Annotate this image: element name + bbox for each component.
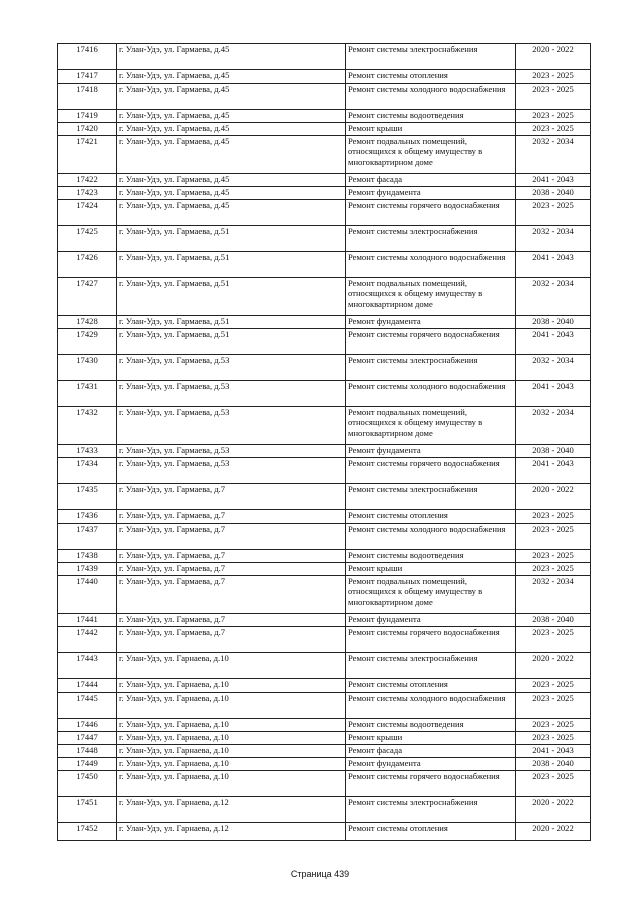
cell-period: 2023 - 2025 [516, 524, 591, 550]
cell-work-type: Ремонт системы электроснабжения [346, 653, 516, 679]
table-row [58, 679, 591, 693]
cell-number: 17449 [58, 758, 117, 771]
cell-work-type: Ремонт системы водоотведения [346, 110, 516, 123]
table-row [58, 252, 591, 278]
cell-number: 17422 [58, 174, 117, 187]
table-row [58, 797, 591, 823]
cell-work-type: Ремонт системы электроснабжения [346, 355, 516, 381]
cell-period: 2023 - 2025 [516, 563, 591, 576]
cell-work-type: Ремонт системы электроснабжения [346, 226, 516, 252]
cell-period: 2023 - 2025 [516, 70, 591, 84]
cell-period: 2032 - 2034 [516, 576, 591, 614]
cell-work-type: Ремонт системы электроснабжения [346, 797, 516, 823]
cell-address: г. Улан-Удэ, ул. Гармаева, д.45 [117, 70, 346, 84]
cell-address: г. Улан-Удэ, ул. Гарнаева, д.10 [117, 745, 346, 758]
cell-work-type: Ремонт подвальных помещений, относящихся к общему имуществу в многоквартирном доме [346, 576, 516, 614]
cell-address: г. Улан-Удэ, ул. Гармаева, д.45 [117, 187, 346, 200]
table-row [58, 758, 591, 771]
table-row [58, 550, 591, 563]
cell-address: г. Улан-Удэ, ул. Гармаева, д.53 [117, 407, 346, 445]
table-row [58, 70, 591, 84]
cell-period: 2032 - 2034 [516, 355, 591, 381]
cell-number: 17430 [58, 355, 117, 381]
cell-period: 2020 - 2022 [516, 823, 591, 841]
cell-address: г. Улан-Удэ, ул. Гармаева, д.51 [117, 252, 346, 278]
table-row [58, 200, 591, 226]
cell-address: г. Улан-Удэ, ул. Гарнаева, д.12 [117, 797, 346, 823]
cell-number: 17439 [58, 563, 117, 576]
cell-work-type: Ремонт системы холодного водоснабжения [346, 524, 516, 550]
cell-address: г. Улан-Удэ, ул. Гармаева, д.53 [117, 458, 346, 484]
cell-period: 2041 - 2043 [516, 329, 591, 355]
table-row [58, 329, 591, 355]
cell-number: 17441 [58, 614, 117, 627]
cell-work-type: Ремонт подвальных помещений, относящихся к общему имуществу в многоквартирном доме [346, 407, 516, 445]
cell-work-type: Ремонт системы горячего водоснабжения [346, 627, 516, 653]
table-row [58, 653, 591, 679]
table-row [58, 732, 591, 745]
table-row [58, 614, 591, 627]
cell-work-type: Ремонт фундамента [346, 445, 516, 458]
cell-work-type: Ремонт фасада [346, 174, 516, 187]
cell-address: г. Улан-Удэ, ул. Гарнаева, д.10 [117, 771, 346, 797]
cell-period: 2023 - 2025 [516, 84, 591, 110]
table-row [58, 627, 591, 653]
repair-schedule-table [57, 43, 591, 841]
cell-period: 2023 - 2025 [516, 732, 591, 745]
cell-work-type: Ремонт системы водоотведения [346, 719, 516, 732]
table-row [58, 407, 591, 445]
cell-period: 2032 - 2034 [516, 136, 591, 174]
cell-number: 17417 [58, 70, 117, 84]
cell-period: 2038 - 2040 [516, 758, 591, 771]
cell-period: 2023 - 2025 [516, 123, 591, 136]
table-row [58, 445, 591, 458]
table-row [58, 719, 591, 732]
cell-work-type: Ремонт подвальных помещений, относящихся к общему имуществу в многоквартирном доме [346, 278, 516, 316]
page-number: Страница 439 [290, 869, 350, 879]
cell-address: г. Улан-Удэ, ул. Гармаева, д.7 [117, 563, 346, 576]
cell-period: 2023 - 2025 [516, 627, 591, 653]
cell-work-type: Ремонт системы холодного водоснабжения [346, 693, 516, 719]
cell-address: г. Улан-Удэ, ул. Гарнаева, д.10 [117, 693, 346, 719]
table-row [58, 693, 591, 719]
cell-address: г. Улан-Удэ, ул. Гармаева, д.51 [117, 329, 346, 355]
cell-address: г. Улан-Удэ, ул. Гармаева, д.53 [117, 381, 346, 407]
cell-address: г. Улан-Удэ, ул. Гармаева, д.7 [117, 627, 346, 653]
cell-period: 2023 - 2025 [516, 679, 591, 693]
cell-period: 2032 - 2034 [516, 278, 591, 316]
cell-number: 17440 [58, 576, 117, 614]
cell-number: 17428 [58, 316, 117, 329]
cell-address: г. Улан-Удэ, ул. Гармаева, д.7 [117, 510, 346, 524]
cell-work-type: Ремонт системы отопления [346, 70, 516, 84]
table-row [58, 771, 591, 797]
cell-period: 2032 - 2034 [516, 226, 591, 252]
cell-number: 17421 [58, 136, 117, 174]
cell-address: г. Улан-Удэ, ул. Гармаева, д.45 [117, 123, 346, 136]
cell-period: 2020 - 2022 [516, 44, 591, 70]
cell-work-type: Ремонт фундамента [346, 187, 516, 200]
cell-number: 17446 [58, 719, 117, 732]
cell-work-type: Ремонт системы отопления [346, 823, 516, 841]
table-row [58, 44, 591, 70]
cell-number: 17437 [58, 524, 117, 550]
cell-work-type: Ремонт подвальных помещений, относящихся к общему имуществу в многоквартирном доме [346, 136, 516, 174]
cell-number: 17429 [58, 329, 117, 355]
table-row [58, 84, 591, 110]
cell-period: 2041 - 2043 [516, 381, 591, 407]
cell-number: 17418 [58, 84, 117, 110]
table-row [58, 136, 591, 174]
cell-number: 17419 [58, 110, 117, 123]
cell-work-type: Ремонт фундамента [346, 316, 516, 329]
cell-number: 17442 [58, 627, 117, 653]
cell-period: 2041 - 2043 [516, 745, 591, 758]
cell-period: 2023 - 2025 [516, 771, 591, 797]
cell-work-type: Ремонт системы отопления [346, 510, 516, 524]
table-row [58, 187, 591, 200]
cell-number: 17434 [58, 458, 117, 484]
cell-period: 2023 - 2025 [516, 550, 591, 563]
cell-period: 2023 - 2025 [516, 110, 591, 123]
cell-number: 17448 [58, 745, 117, 758]
table-row [58, 510, 591, 524]
table-row [58, 484, 591, 510]
table-row [58, 745, 591, 758]
cell-address: г. Улан-Удэ, ул. Гарнаева, д.10 [117, 679, 346, 693]
cell-address: г. Улан-Удэ, ул. Гармаева, д.7 [117, 614, 346, 627]
cell-address: г. Улан-Удэ, ул. Гармаева, д.45 [117, 44, 346, 70]
table-row [58, 563, 591, 576]
cell-address: г. Улан-Удэ, ул. Гармаева, д.45 [117, 136, 346, 174]
cell-work-type: Ремонт крыши [346, 732, 516, 745]
cell-work-type: Ремонт системы холодного водоснабжения [346, 84, 516, 110]
cell-number: 17436 [58, 510, 117, 524]
table-row [58, 123, 591, 136]
cell-number: 17444 [58, 679, 117, 693]
cell-address: г. Улан-Удэ, ул. Гармаева, д.51 [117, 316, 346, 329]
cell-work-type: Ремонт системы электроснабжения [346, 484, 516, 510]
cell-number: 17450 [58, 771, 117, 797]
cell-number: 17427 [58, 278, 117, 316]
cell-address: г. Улан-Удэ, ул. Гармаева, д.53 [117, 355, 346, 381]
table-row [58, 458, 591, 484]
table-row [58, 355, 591, 381]
cell-number: 17425 [58, 226, 117, 252]
cell-number: 17452 [58, 823, 117, 841]
cell-address: г. Улан-Удэ, ул. Гармаева, д.45 [117, 110, 346, 123]
cell-number: 17445 [58, 693, 117, 719]
cell-number: 17426 [58, 252, 117, 278]
cell-address: г. Улан-Удэ, ул. Гарнаева, д.12 [117, 823, 346, 841]
cell-number: 17447 [58, 732, 117, 745]
cell-period: 2032 - 2034 [516, 407, 591, 445]
table-row [58, 823, 591, 841]
cell-work-type: Ремонт системы холодного водоснабжения [346, 252, 516, 278]
cell-number: 17420 [58, 123, 117, 136]
cell-work-type: Ремонт системы горячего водоснабжения [346, 458, 516, 484]
cell-address: г. Улан-Удэ, ул. Гармаева, д.45 [117, 174, 346, 187]
cell-period: 2020 - 2022 [516, 797, 591, 823]
cell-work-type: Ремонт системы электроснабжения [346, 44, 516, 70]
cell-number: 17424 [58, 200, 117, 226]
cell-address: г. Улан-Удэ, ул. Гармаева, д.7 [117, 550, 346, 563]
cell-work-type: Ремонт системы водоотведения [346, 550, 516, 563]
cell-period: 2020 - 2022 [516, 653, 591, 679]
cell-work-type: Ремонт крыши [346, 123, 516, 136]
cell-period: 2023 - 2025 [516, 510, 591, 524]
cell-work-type: Ремонт системы отопления [346, 679, 516, 693]
cell-period: 2038 - 2040 [516, 614, 591, 627]
cell-period: 2023 - 2025 [516, 200, 591, 226]
cell-address: г. Улан-Удэ, ул. Гармаева, д.7 [117, 524, 346, 550]
cell-address: г. Улан-Удэ, ул. Гармаева, д.7 [117, 484, 346, 510]
table-body [58, 44, 591, 841]
cell-address: г. Улан-Удэ, ул. Гармаева, д.7 [117, 576, 346, 614]
cell-number: 17433 [58, 445, 117, 458]
cell-address: г. Улан-Удэ, ул. Гармаева, д.51 [117, 226, 346, 252]
cell-period: 2041 - 2043 [516, 458, 591, 484]
cell-address: г. Улан-Удэ, ул. Гармаева, д.53 [117, 445, 346, 458]
table-row [58, 278, 591, 316]
table-row [58, 576, 591, 614]
cell-period: 2020 - 2022 [516, 484, 591, 510]
cell-work-type: Ремонт фундамента [346, 758, 516, 771]
cell-period: 2038 - 2040 [516, 316, 591, 329]
cell-period: 2038 - 2040 [516, 445, 591, 458]
cell-number: 17416 [58, 44, 117, 70]
cell-period: 2023 - 2025 [516, 693, 591, 719]
cell-work-type: Ремонт системы горячего водоснабжения [346, 771, 516, 797]
table-row [58, 381, 591, 407]
cell-address: г. Улан-Удэ, ул. Гарнаева, д.10 [117, 758, 346, 771]
cell-period: 2038 - 2040 [516, 187, 591, 200]
cell-address: г. Улан-Удэ, ул. Гармаева, д.45 [117, 200, 346, 226]
cell-work-type: Ремонт крыши [346, 563, 516, 576]
table-row [58, 524, 591, 550]
cell-address: г. Улан-Удэ, ул. Гарнаева, д.10 [117, 653, 346, 679]
table-row [58, 110, 591, 123]
cell-number: 17432 [58, 407, 117, 445]
table-row [58, 174, 591, 187]
cell-address: г. Улан-Удэ, ул. Гармаева, д.51 [117, 278, 346, 316]
cell-address: г. Улан-Удэ, ул. Гармаева, д.45 [117, 84, 346, 110]
cell-period: 2023 - 2025 [516, 719, 591, 732]
cell-work-type: Ремонт системы горячего водоснабжения [346, 329, 516, 355]
cell-number: 17451 [58, 797, 117, 823]
cell-number: 17431 [58, 381, 117, 407]
cell-work-type: Ремонт системы холодного водоснабжения [346, 381, 516, 407]
cell-work-type: Ремонт фундамента [346, 614, 516, 627]
table-row [58, 316, 591, 329]
cell-address: г. Улан-Удэ, ул. Гарнаева, д.10 [117, 732, 346, 745]
cell-number: 17443 [58, 653, 117, 679]
cell-address: г. Улан-Удэ, ул. Гарнаева, д.10 [117, 719, 346, 732]
cell-period: 2041 - 2043 [516, 174, 591, 187]
cell-period: 2041 - 2043 [516, 252, 591, 278]
cell-work-type: Ремонт фасада [346, 745, 516, 758]
cell-work-type: Ремонт системы горячего водоснабжения [346, 200, 516, 226]
cell-number: 17438 [58, 550, 117, 563]
cell-number: 17423 [58, 187, 117, 200]
cell-number: 17435 [58, 484, 117, 510]
table-row [58, 226, 591, 252]
